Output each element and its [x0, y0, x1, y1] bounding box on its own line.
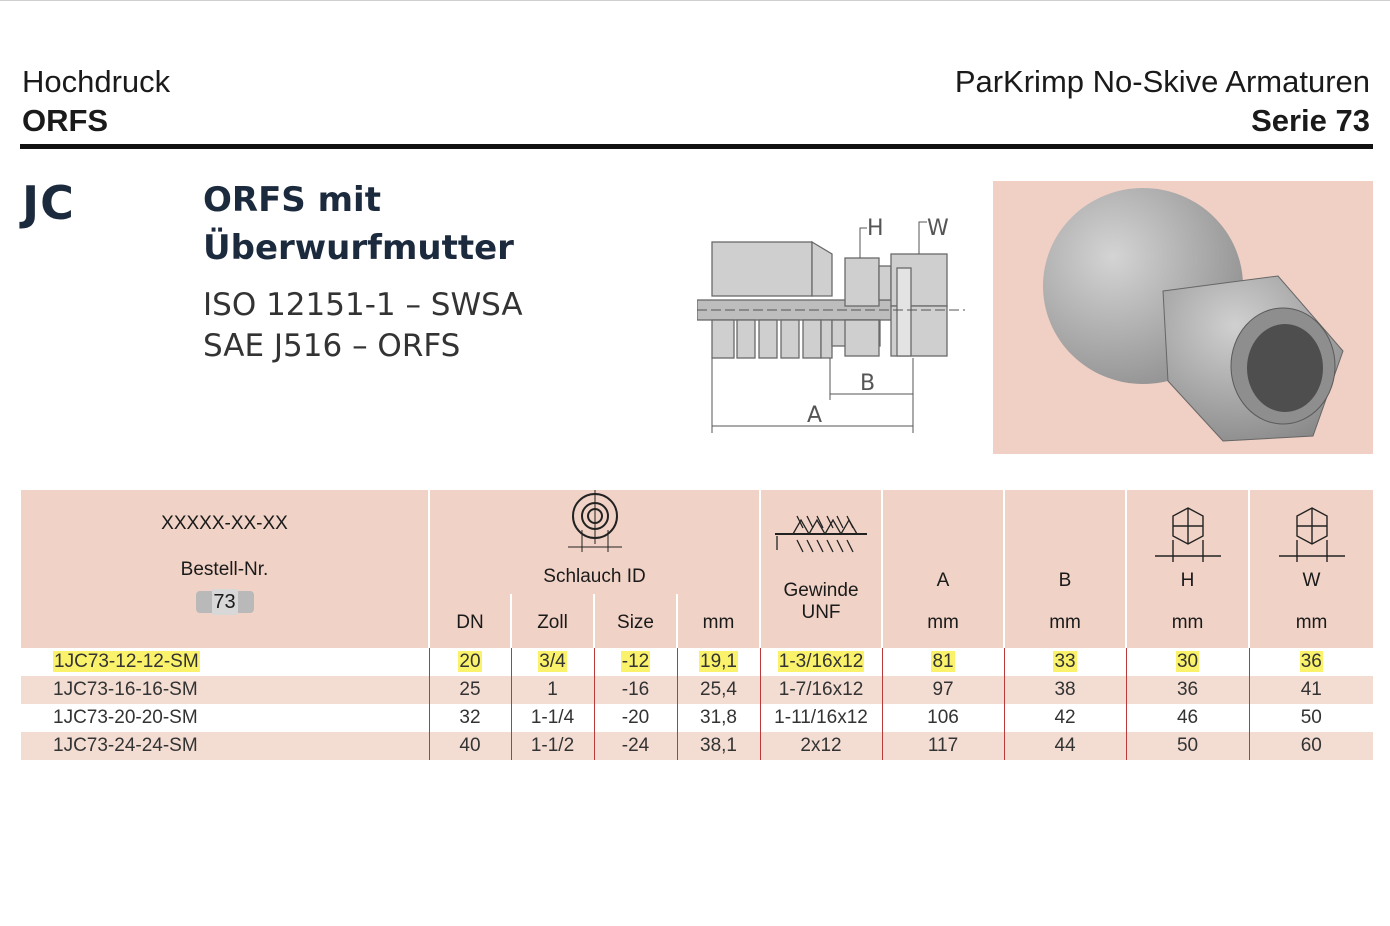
- thread-label: Gewinde: [783, 580, 859, 601]
- mm-cell: 19,1: [700, 651, 737, 672]
- w-cell: 50: [1249, 704, 1373, 732]
- a-cell: 106: [882, 704, 1004, 732]
- hex-h: [845, 258, 879, 306]
- w-cell: 60: [1249, 732, 1373, 760]
- hose-id-label: Schlauch ID: [543, 566, 646, 587]
- col-h-header: [1126, 490, 1249, 648]
- col-a-label: A: [936, 570, 950, 591]
- h-cell: 50: [1126, 732, 1249, 760]
- col-h-unit: mm: [1171, 612, 1204, 633]
- label-h: H: [867, 216, 884, 241]
- sub-header-zoll: Zoll: [511, 594, 594, 648]
- col-h-label: H: [1180, 570, 1195, 591]
- b-cell: 38: [1004, 676, 1126, 704]
- series-title: Serie 73: [1251, 103, 1370, 138]
- sub-header-mm: mm: [677, 594, 760, 648]
- col-a-unit: mm: [927, 612, 959, 633]
- part-number-header: [21, 490, 429, 648]
- hose-cross-section-icon: [560, 490, 630, 560]
- part-pattern: XXXXX-XX-XX: [161, 513, 288, 534]
- label-a: A: [807, 403, 823, 428]
- b-cell: 33: [1054, 651, 1076, 672]
- thread-icon: [773, 514, 869, 554]
- nut-bore: [1247, 324, 1323, 412]
- w-cell: 36: [1300, 651, 1322, 672]
- zoll-cell: 1-1/4: [511, 704, 594, 732]
- product-family-title: ParKrimp No-Skive Armaturen: [954, 64, 1370, 99]
- h-cell: 30: [1176, 651, 1199, 672]
- label-b: B: [860, 371, 876, 396]
- sub-header-size: Size: [594, 594, 677, 648]
- thread-cell: 2x12: [760, 732, 882, 760]
- top-border: [0, 0, 1390, 1]
- zoll-cell: 3/4: [539, 651, 566, 672]
- product-code: JC: [22, 176, 75, 230]
- b-cell: 42: [1004, 704, 1126, 732]
- size-cell: -24: [594, 732, 677, 760]
- col-w-header: [1249, 490, 1373, 648]
- part-number-cell: 1JC73-24-24-SM: [21, 732, 429, 760]
- col-w-unit: mm: [1295, 612, 1328, 633]
- dn-cell: 20: [459, 651, 481, 672]
- fitting-shell: [712, 242, 812, 296]
- shell-taper: [812, 242, 832, 296]
- col-b-label: B: [1058, 570, 1072, 591]
- part-number-cell: 1JC73-16-16-SM: [21, 676, 429, 704]
- mm-cell: 38,1: [677, 732, 760, 760]
- h-cell: 36: [1126, 676, 1249, 704]
- technical-drawing: [697, 208, 965, 436]
- category-label: Hochdruck: [22, 64, 171, 99]
- dn-cell: 40: [429, 732, 511, 760]
- table-row: [21, 676, 1373, 704]
- series-73-badge: [194, 585, 256, 619]
- col-a-header: [882, 490, 1004, 648]
- table-row: [21, 704, 1373, 732]
- spec-table: [21, 490, 1373, 760]
- standard-iso: ISO 12151-1 – SWSA: [203, 287, 523, 323]
- header-rule: [20, 144, 1373, 149]
- col-w-label: W: [1302, 570, 1321, 591]
- subcategory-label: ORFS: [22, 103, 109, 138]
- part-number-cell: 1JC73-20-20-SM: [53, 707, 198, 728]
- col-b-header: [1004, 490, 1126, 648]
- col-b-unit: mm: [1049, 612, 1081, 633]
- table-row: [21, 648, 1373, 676]
- zoll-cell: 1: [511, 676, 594, 704]
- hex-w-icon: [1277, 504, 1347, 564]
- series-73-label: 73: [213, 591, 236, 613]
- a-cell: 117: [882, 732, 1004, 760]
- mm-cell: 25,4: [677, 676, 760, 704]
- thread-cell: 1-3/16x12: [778, 651, 864, 672]
- product-photo: [993, 181, 1373, 454]
- a-cell: 81: [932, 651, 954, 672]
- dn-cell: 25: [429, 676, 511, 704]
- mm-cell: 31,8: [677, 704, 760, 732]
- standard-sae: SAE J516 – ORFS: [203, 328, 461, 364]
- dim-line-h: [860, 228, 867, 258]
- thread-header: [760, 490, 882, 648]
- size-cell: -12: [621, 651, 650, 672]
- hex-h-icon: [1153, 504, 1223, 564]
- collar: [879, 266, 891, 300]
- product-title-line1: ORFS mit: [203, 180, 381, 220]
- hose-id-header: [429, 490, 760, 594]
- part-number-cell: 1JC73-12-12-SM: [54, 651, 199, 672]
- dn-cell: 32: [429, 704, 511, 732]
- thread-cell: 1-11/16x12: [760, 704, 882, 732]
- b-cell: 44: [1004, 732, 1126, 760]
- part-label: Bestell-Nr.: [180, 559, 269, 580]
- product-title-line2: Überwurfmutter: [203, 228, 514, 268]
- size-cell: -20: [594, 704, 677, 732]
- zoll-cell: 1-1/2: [511, 732, 594, 760]
- thread-cell: 1-7/16x12: [760, 676, 882, 704]
- thread-unit: UNF: [801, 602, 841, 623]
- product-title: [203, 176, 514, 272]
- sub-header-dn: DN: [429, 594, 511, 648]
- crimp-ridges: [712, 320, 821, 358]
- nut-thread: [897, 268, 911, 356]
- standards: [203, 285, 523, 367]
- label-w: W: [927, 216, 949, 241]
- w-cell: 41: [1249, 676, 1373, 704]
- dim-line-w: [919, 222, 927, 254]
- a-cell: 97: [882, 676, 1004, 704]
- size-cell: -16: [594, 676, 677, 704]
- h-cell: 46: [1126, 704, 1249, 732]
- table-row: [21, 732, 1373, 760]
